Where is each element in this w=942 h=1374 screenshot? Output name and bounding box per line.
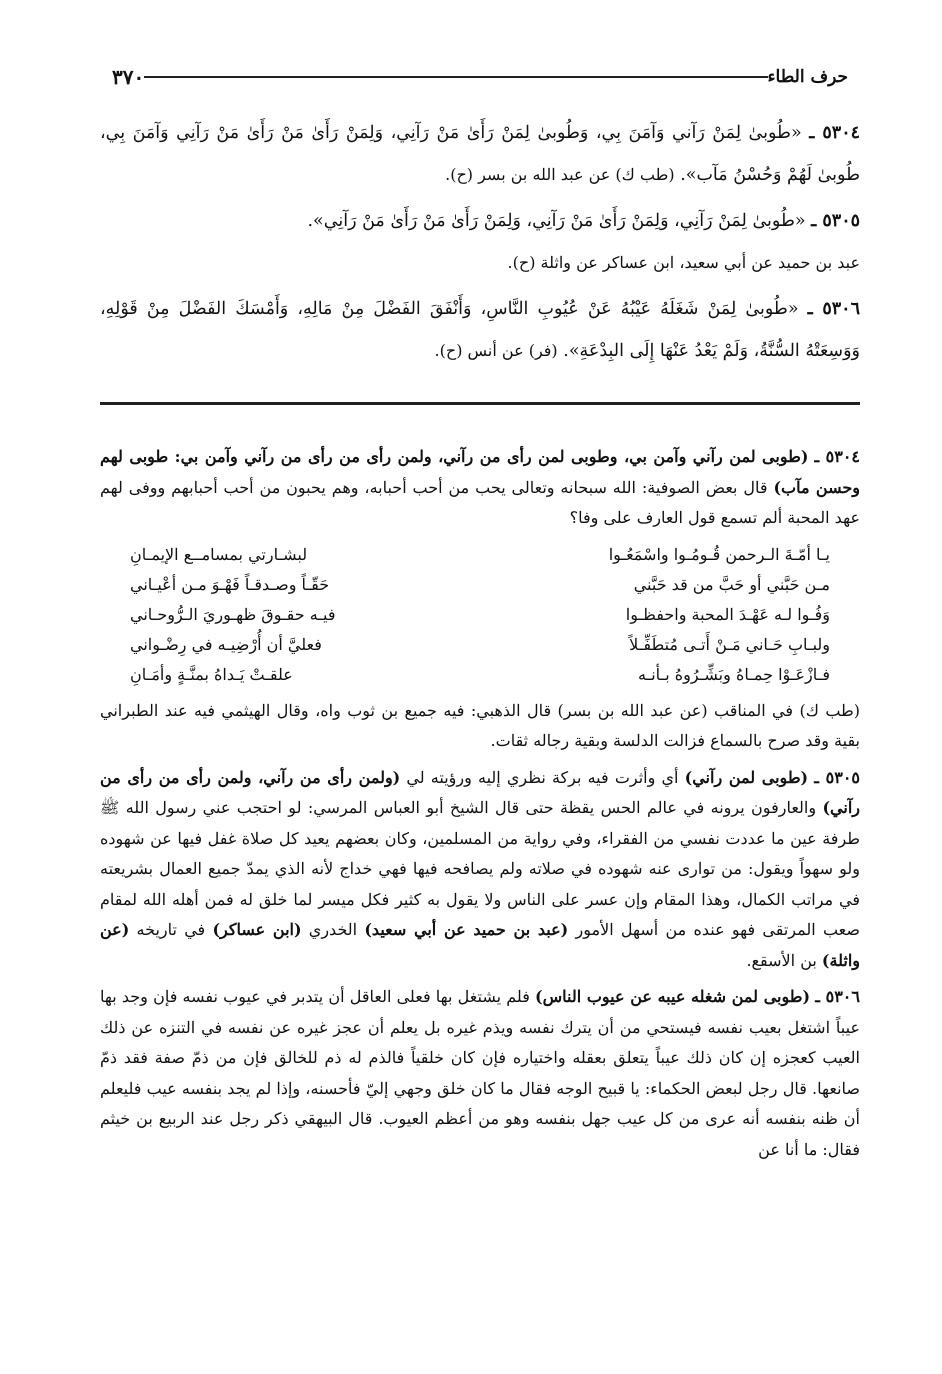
verse-second-hemistich: فيـه حقـوقَ ظهـوريَ الـرُّوحـاني (130, 604, 336, 624)
hadith-5304 (100, 112, 860, 196)
commentary-text: الخدري (308, 920, 358, 939)
commentary-5306 (100, 982, 860, 1165)
verse-second-hemistich: لبشـارتي بمسامــع الإيمـانِ (130, 544, 308, 564)
hadith-text: «طُوبىٰ لِمَنْ شَغَلَهُ عَيْبُهُ عَنْ عُيُوبِ النَّاسِ، وَأَنْفَقَ الفَضْلَ مِنْ مَالِهِ، وَأَمْسَكَ الفَضْلَ مِنْ قَوْلِهِ، وَوَسِعَتْهُ السُّنَّةُ، وَلَمْ يَعْدُ عَنْهَا إِلَى البِدْعَةِ». (100, 299, 860, 361)
commentary-lemma: (طوبى لمن رآني وآمن بي، وطوبى لمن رأى من رآني، ولمن رأى من رأى من رآني وآمن بي: طوبى لهم وحسن مآب) (100, 447, 860, 497)
commentary-lemma: (طوبى لمن شغله عيبه عن عيوب الناس) (535, 987, 811, 1006)
commentary-text: والعارفون يرونه في عالم الحس يقظة حتى قال الشيخ أبو العباس المرسي: لو احتجب عني رسول الله ﷺ طرفة عين ما عددت نفسي من الفقراء، وفي رواية من المسلمين، وكان بعضهم يعيد كل صلاة غفل فيها عن شهوده ولو سهواً ويقول: من توارى عنه شهوده في صلاته ولم يصافحه فيها فهي خداج لأنه الذي يمدّ جميع العمال بشريعته في مراتب الكمال، وهذا المقام وإن عسر على الناس ولا يقول به كثير فكل ميسر لما خلق له فمن أهله الله لمقام صعب المرتقى فهو عنده من أسهل الأمور (100, 798, 860, 939)
commentary-text: أي وأثرت فيه بركة نظري إليه ورؤيته لي (406, 767, 679, 787)
running-header (100, 62, 860, 92)
commentary-source: (ابن عساكر) (212, 920, 302, 939)
poem (130, 540, 830, 690)
commentary-5304 (100, 442, 860, 534)
hadith-text: «طُوبىٰ لِمَنْ رَآني وَآمَنَ بِي، وَطُوبىٰ لِمَنْ رَأَىٰ مَنْ رَآنِي، وَلِمَنْ رَأَىٰ مَنْ رَأَىٰ مَنْ رَآنِي وَآمَنَ بِي، طُوبىٰ لَهُمْ وَحُسْنُ مَآب». (100, 123, 860, 185)
commentary-source: (عبد بن حميد عن أبي سعيد) (364, 920, 569, 939)
verse-second-hemistich: علقـتْ يَـداهُ بمنَّـةٍ وأمَـانِ (130, 664, 293, 684)
hadith-number: ٥٣٠٦ ـ (807, 299, 860, 319)
page (100, 50, 860, 1340)
header-rule (144, 76, 767, 78)
commentary-lemma: (طوبى لمن رآني) (684, 767, 809, 787)
poem-verse (130, 630, 830, 660)
section-separator (100, 402, 860, 405)
verse-second-hemistich: فعليَّ أن أُرْضِيـه في رِضْـواني (130, 634, 322, 654)
commentary-source: (عن واثلة) (100, 920, 860, 970)
commentary-text: فلم يشتغل بها فعلى العاقل أن يتدبر في عيوب نفسه فإن وجد بها عيباً اشتغل بعيب نفسه فيستحي من أن يترك نفسه ويذم غيره بل يعلم أن عجز غيره عن نفسه في التنزه عن ذلك العيب كعجزه إن كان ذلك عيباً يتعلق بعقله واختياره فإن كان خلقياً فالذم له ذم للخالق فإن من ذمّ صفة فقد ذمّ صانعها. قال رجل لبعض الحكماء: يا قبيح الوجه فقال ما كان خلق وجهي إليّ فأحسنه، وإذا لم يجد بنفسه عيب فليعلم أن ظنه بنفسه أنه عرى من كل عيب جهل بنفسه وهو من أعظم العيوب. قال البيهقي ذكر رجل عند الربيع بن خيثم فقال: ما أنا عن (100, 987, 861, 1159)
commentary-number: ٥٣٠٤ ـ (814, 447, 860, 466)
hadith-source: عبد بن حميد عن أبي سعيد، ابن عساكر عن واثلة (ح). (507, 253, 860, 272)
verse-first-hemistich: مـن حَبَّني أو حَبَّ من قد حَبَّني (633, 574, 830, 594)
poem-verse (130, 660, 830, 690)
commentary-text: (طب ك) في المناقب (عن عبد الله بن بسر) قال الذهبي: فيه جميع بن ثوب واه، وقال الهيثمي فيه عند الطبراني بقية وقد صرح بالسماع فزالت الدلسة وبقية رجاله ثقات. (100, 700, 861, 750)
commentary-text: في تاريخه (136, 920, 206, 939)
poem-verse (130, 600, 830, 630)
commentary-lemma: (ولمن رأى من رآني، ولمن رأى من رأى من رآني) (100, 767, 860, 817)
hadith-5305 (100, 200, 860, 284)
verse-first-hemistich: ولبـابِ حَـاني مَـنْ أَتـى مُتطَفِّـلاً (629, 634, 830, 654)
verse-first-hemistich: يـا أمّـةَ الـرحمن قُـومُـوا واسْمَعُـوا (608, 544, 830, 564)
verse-second-hemistich: حَقّـاً وصـدقـاً فَهْـوَ مـن أعْيـاني (130, 574, 330, 594)
hadith-number: ٥٣٠٤ ـ (809, 123, 860, 143)
commentary (100, 442, 860, 1171)
commentary-text: بن الأسقع. (746, 950, 817, 970)
commentary-number: ٥٣٠٦ ـ (815, 987, 860, 1006)
hadith-source: (فر) عن أنس (ح). (434, 341, 558, 360)
commentary-5304-source (100, 696, 860, 757)
verse-first-hemistich: فـازْعَـوْا حِمـاهُ وبَشِّـرُوهُ بـأنـه (637, 664, 830, 684)
commentary-5305 (100, 763, 860, 977)
chapter-title: حرف الطاء (767, 67, 848, 87)
hadith-texts (100, 112, 860, 376)
hadith-text: «طُوبىٰ لِمَنْ رَآنِي، وَلِمَنْ رَأَىٰ مَنْ رَآنِي، وَلِمَنْ رَأَىٰ مَنْ رَأَىٰ مَنْ رَآنِي». (307, 211, 806, 231)
hadith-number: ٥٣٠٥ ـ (811, 211, 860, 231)
poem-verse (130, 570, 830, 600)
commentary-text: قال بعض الصوفية: الله سبحانه وتعالى يحب من أحب أحبابه، وهم يحبون من أحب أحبابهم ووفى لهم عهد المحبة ألم تسمع قول العارف على وفا؟ (100, 477, 860, 527)
page-number: ٣٧٠ (112, 65, 145, 89)
verse-first-hemistich: وَفُـوا لـه عَهْـدَ المحبة واحفظـوا (625, 604, 830, 624)
hadith-source: (طب ك) عن عبد الله بن بسر (ح). (445, 165, 675, 184)
commentary-number: ٥٣٠٥ ـ (814, 767, 861, 787)
poem-verse (130, 540, 830, 570)
hadith-5306 (100, 288, 860, 372)
